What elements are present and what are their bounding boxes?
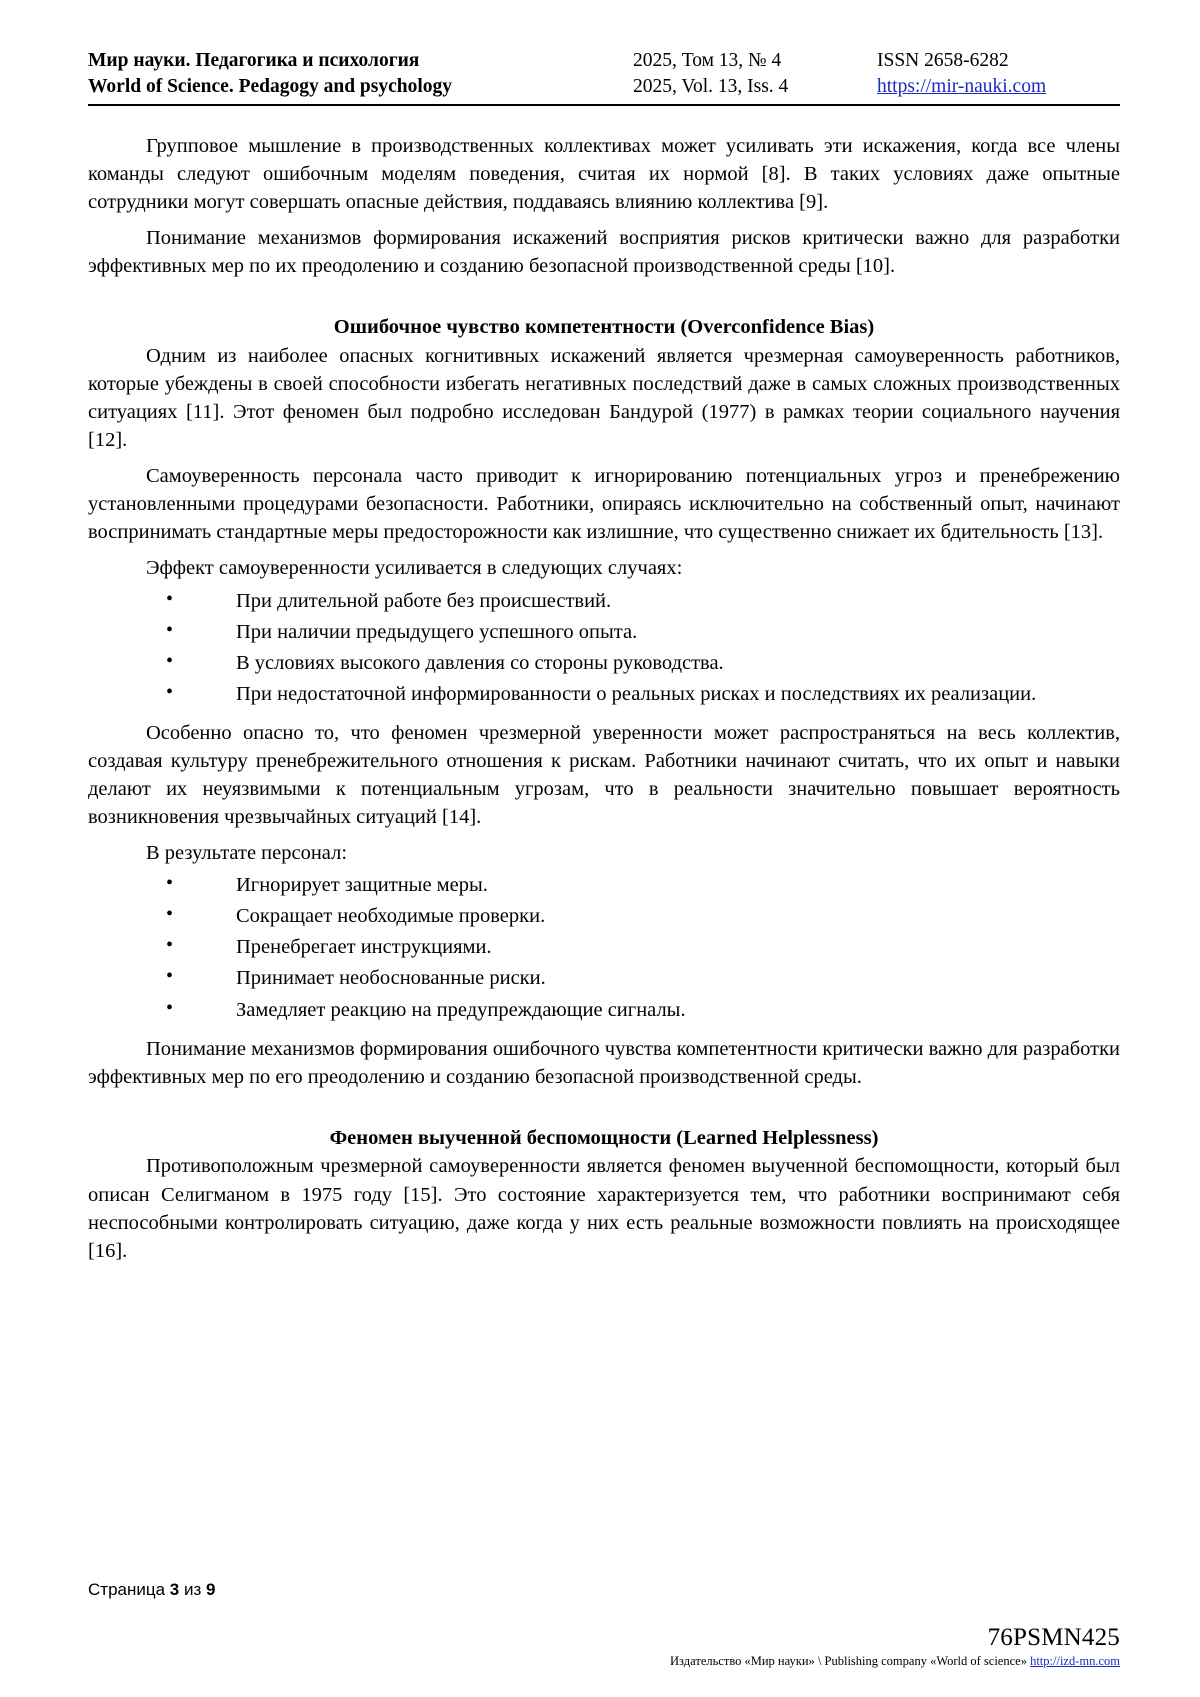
list-item bbox=[88, 587, 1120, 615]
spacer bbox=[88, 831, 1120, 839]
page-header bbox=[88, 48, 1120, 106]
section-heading-overconfidence: Ошибочное чувство компетентности (Overconfidence Bias) bbox=[333, 316, 875, 339]
paragraph-7: В результате персонал: bbox=[146, 842, 348, 865]
bullet-icon: • bbox=[166, 618, 174, 641]
list-item-text: Замедляет реакцию на предупреждающие сигналы. bbox=[236, 998, 686, 1021]
publisher-link[interactable]: http://izd-mn.com bbox=[1030, 1654, 1120, 1668]
publisher-text: Издательство «Мир науки» \ Publishing company «World of science» bbox=[670, 1654, 1031, 1668]
page-number-current: 3 bbox=[169, 1580, 180, 1599]
list-item bbox=[88, 964, 1120, 992]
spacer bbox=[88, 1027, 1120, 1035]
bullet-icon: • bbox=[166, 587, 174, 610]
bullet-list-overconfidence-factors bbox=[88, 587, 1120, 708]
spacer bbox=[88, 216, 1120, 224]
journal-title-en: World of Science. Pedagogy and psychology bbox=[88, 75, 453, 97]
list-item bbox=[88, 933, 1120, 961]
header-row-en bbox=[88, 74, 1120, 100]
section-heading-learned-helplessness: Феномен выученной беспомощности (Learned Helplessness) bbox=[329, 1126, 879, 1149]
bullet-icon: • bbox=[166, 996, 174, 1019]
bullet-icon: • bbox=[166, 903, 174, 926]
paragraph-1: Групповое мышление в производственных коллективах может усиливать эти искажения, когда все члены команды следуют ошибочным моделям поведения, считая их нормой [8]. В таких условиях даже опытные сотрудники могут совершать опасные действия, поддаваясь влиянию коллектива [9]. bbox=[88, 134, 1120, 213]
bullet-icon: • bbox=[166, 649, 174, 672]
spacer bbox=[88, 280, 1120, 314]
paragraph-6: Особенно опасно то, что феномен чрезмерной уверенности может распространяться на весь коллектив, создавая культуру пренебрежительного отношения к рискам. Работники начинают считать, что их опыт и навыки делают их неуязвимыми к потенциальным угрозам, что в реальности значительно повышает вероятность возникновения чрезвычайных ситуаций [14]. bbox=[88, 721, 1120, 829]
journal-website-link[interactable] bbox=[865, 74, 1120, 100]
journal-title-ru: Мир науки. Педагогика и психология bbox=[88, 50, 420, 71]
bullet-icon: • bbox=[166, 872, 174, 895]
spacer bbox=[88, 1091, 1120, 1125]
list-item-text: Сокращает необходимые проверки. bbox=[236, 905, 546, 928]
list-item-text: При наличии предыдущего успешного опыта. bbox=[236, 620, 638, 643]
list-item bbox=[88, 871, 1120, 899]
list-item bbox=[88, 649, 1120, 677]
paragraph-3: Одним из наиболее опасных когнитивных искажений является чрезмерная самоуверенность работников, которые убеждены в своей способности избегать негативных последствий даже в самых сложных производственных ситуациях [11]. Этот феномен был подробно исследован Бандурой (1977) в рамках теории социального научения [12]. bbox=[88, 344, 1120, 452]
bullet-list-personnel-consequences bbox=[88, 871, 1120, 1023]
paragraph-8: Понимание механизмов формирования ошибочного чувства компетентности критически важно для разработки эффективных мер по его преодолению и созданию безопасной производственной среды. bbox=[88, 1037, 1120, 1088]
article-code: 76PSMN425 bbox=[987, 1624, 1120, 1651]
spacer bbox=[88, 454, 1120, 462]
paragraph-9: Противоположным чрезмерной самоуверенности является феномен выученной беспомощности, который был описан Селигманом в 1975 году [15]. Это состояние характеризуется тем, что работники воспринимают себя неспособными контролировать ситуацию, даже когда у них есть реальные возможности повлиять на происходящее [16]. bbox=[88, 1155, 1120, 1262]
publisher-line bbox=[88, 1654, 1120, 1669]
list-item bbox=[88, 680, 1120, 708]
page-content bbox=[88, 132, 1120, 1265]
page-label-prefix: Страница bbox=[88, 1580, 166, 1599]
page-number-indicator bbox=[88, 1580, 1120, 1600]
list-item-text: Принимает необоснованные риски. bbox=[236, 967, 546, 990]
issue-info-en: 2025, Vol. 13, Iss. 4 bbox=[633, 75, 789, 97]
issn-label: ISSN 2658-6282 bbox=[877, 50, 1009, 71]
issue-info-ru: 2025, Том 13, № 4 bbox=[633, 50, 782, 71]
list-item-text: В условиях высокого давления со стороны руководства. bbox=[236, 651, 724, 674]
list-item-text: При длительной работе без происшествий. bbox=[236, 589, 612, 612]
page-label-of: из bbox=[184, 1580, 202, 1599]
paragraph-5: Эффект самоуверенности усиливается в следующих случаях: bbox=[146, 557, 683, 580]
spacer bbox=[88, 711, 1120, 719]
list-item-text: Игнорирует защитные меры. bbox=[236, 874, 488, 897]
bullet-icon: • bbox=[166, 965, 174, 988]
page-footer bbox=[88, 1580, 1120, 1669]
journal-website-link-text[interactable]: https://mir-nauki.com bbox=[877, 75, 1047, 97]
list-item-text: При недостаточной информированности о реальных рисках и последствиях их реализации. bbox=[236, 682, 1037, 705]
page-number-total: 9 bbox=[206, 1580, 216, 1599]
list-item bbox=[88, 902, 1120, 930]
paragraph-2: Понимание механизмов формирования искажений восприятия рисков критически важно для разработки эффективных мер по их преодолению и созданию безопасной производственной среды [10]. bbox=[88, 227, 1120, 278]
list-item bbox=[88, 618, 1120, 646]
spacer bbox=[88, 546, 1120, 554]
bullet-icon: • bbox=[166, 934, 174, 957]
paragraph-4: Самоуверенность персонала часто приводит к игнорированию потенциальных угроз и пренебрежению установленными процедурами безопасности. Работники, опираясь исключительно на собственный опыт, начинают воспринимать стандартные меры предосторожности как излишние, что существенно снижает их бдительность [13]. bbox=[88, 465, 1120, 544]
header-row-ru bbox=[88, 48, 1120, 74]
list-item-text: Пренебрегает инструкциями. bbox=[236, 936, 492, 959]
list-item bbox=[88, 996, 1120, 1024]
bullet-icon: • bbox=[166, 680, 174, 703]
